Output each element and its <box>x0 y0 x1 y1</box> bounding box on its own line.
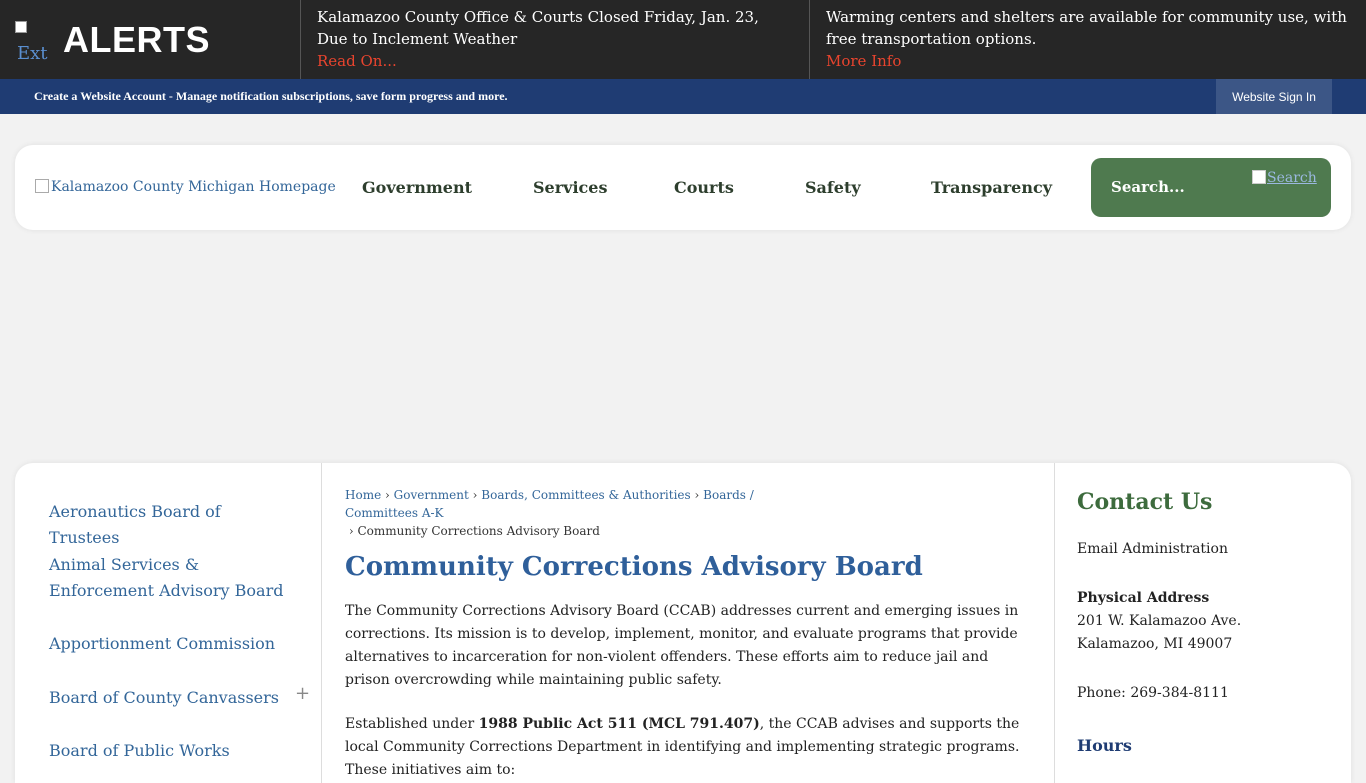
alert-more-info-link[interactable]: More Info <box>826 52 902 70</box>
breadcrumb-boards-a-k[interactable]: Boards / Committees A-K <box>345 488 754 520</box>
expand-canvassers-button[interactable]: + <box>295 683 311 704</box>
contact-email-link[interactable]: Email Administration <box>1077 541 1228 557</box>
hours-label: Hours <box>1077 736 1132 755</box>
homepage-logo-link[interactable] <box>35 179 336 195</box>
alerts-title: ALERTS <box>63 18 210 60</box>
content-card <box>15 463 1351 783</box>
account-bar <box>0 79 1366 114</box>
search-box <box>1091 158 1331 217</box>
search-icon <box>1252 170 1266 184</box>
public-act-reference: 1988 Public Act 511 (MCL 791.407) <box>478 716 760 732</box>
contact-panel <box>1054 463 1351 783</box>
alerts-logo-icon: Ext <box>15 21 53 59</box>
alert-text: Warming centers and shelters are available for community use, with free transportation options. <box>826 8 1347 48</box>
contact-title: Contact Us <box>1077 489 1213 515</box>
logo-alt-text: Kalamazoo County Michigan Homepage <box>51 179 336 195</box>
sidebar-item-aeronautics[interactable]: Aeronautics Board of Trustees <box>49 502 221 547</box>
website-sign-in-button[interactable]: Website Sign In <box>1216 79 1332 114</box>
para2-start: Established under <box>345 716 479 732</box>
established-paragraph <box>345 713 1025 782</box>
breadcrumb <box>345 486 805 540</box>
breadcrumb-separator: › <box>472 488 478 502</box>
nav-safety[interactable]: Safety <box>805 178 861 197</box>
search-button[interactable] <box>1252 170 1317 186</box>
alert-read-on-link[interactable]: Read On... <box>317 52 397 70</box>
nav-courts[interactable]: Courts <box>674 178 734 197</box>
alert-item <box>300 0 809 79</box>
intro-paragraph: The Community Corrections Advisory Board (CCAB) addresses current and emerging issues in corrections. Its mission is to develop, implement, monitor, and evaluate programs that provide alternatives to incarceration for non-violent offenders. These efforts aim to reduce jail and prison overcrowding while maintaining public safety. <box>345 603 1019 688</box>
nav-government[interactable]: Government <box>362 178 473 197</box>
breadcrumb-separator: › <box>694 488 700 502</box>
breadcrumb-home[interactable]: Home <box>345 488 382 502</box>
sidebar-item-apportionment[interactable]: Apportionment Commission <box>49 634 276 653</box>
address-line1: 201 W. Kalamazoo Ave. <box>1077 613 1242 629</box>
sidebar-item-public-works[interactable]: Board of Public Works <box>49 741 230 760</box>
address-label: Physical Address <box>1077 590 1210 606</box>
nav-services[interactable]: Services <box>533 178 608 197</box>
contact-phone: Phone: 269-384-8111 <box>1077 685 1229 701</box>
sidebar-item-animal-services[interactable]: Animal Services & Enforcement Advisory Board <box>49 555 284 600</box>
alerts-brand <box>0 0 300 79</box>
breadcrumb-separator: › <box>385 488 390 502</box>
para2-end: , the CCAB advises and supports the local Community Corrections Department in identifying and implementing strategic programs. These initiatives aim to: <box>345 716 1020 778</box>
breadcrumb-separator: › <box>348 524 354 538</box>
address-line2: Kalamazoo, MI 49007 <box>1077 636 1233 652</box>
breadcrumb-boards[interactable]: Boards, Committees & Authorities <box>481 488 691 502</box>
alert-text: Kalamazoo County Office & Courts Closed Friday, Jan. 23, Due to Inclement Weather <box>317 8 759 48</box>
alert-item <box>809 0 1366 79</box>
sidebar-item-canvassers[interactable]: Board of County Canvassers <box>49 688 279 707</box>
nav-transparency[interactable]: Transparency <box>931 178 1053 197</box>
page-title: Community Corrections Advisory Board <box>345 552 923 582</box>
breadcrumb-current: Community Corrections Advisory Board <box>357 524 600 538</box>
search-button-alt: Search <box>1267 170 1317 186</box>
breadcrumb-government[interactable]: Government <box>393 488 469 502</box>
alerts-bar <box>0 0 1366 79</box>
search-input[interactable]: Search... <box>1111 178 1185 196</box>
site-header <box>15 145 1351 230</box>
sidebar-nav <box>15 463 322 783</box>
logo-icon <box>35 179 49 193</box>
create-account-link[interactable]: Create a Website Account - Manage notification subscriptions, save form progress and more. <box>34 89 508 103</box>
